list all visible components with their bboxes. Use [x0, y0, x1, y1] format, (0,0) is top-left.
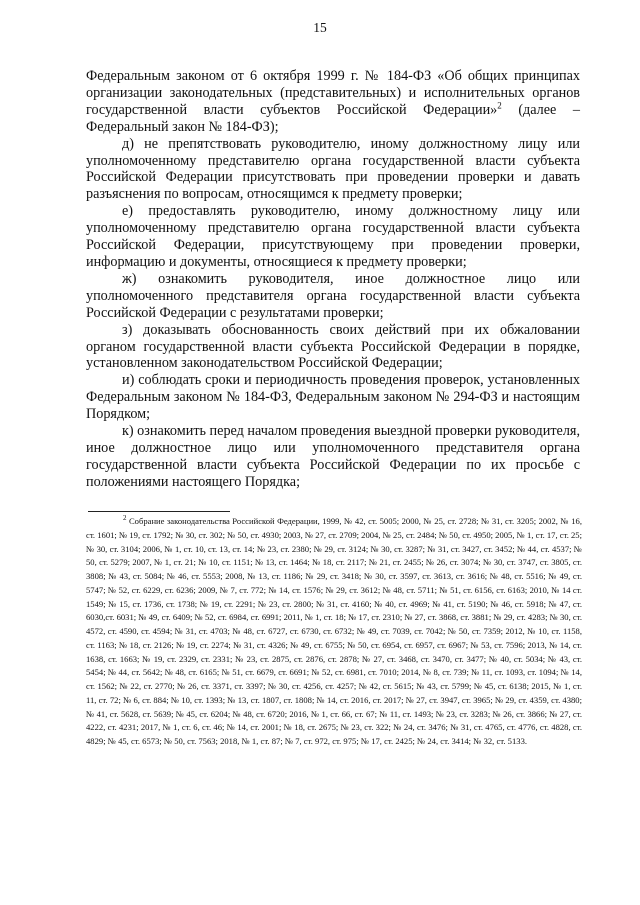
paragraph-item-e: е) предоставлять руководителю, иному должностному лицу или уполномоченному представителю органа государственной власти субъекта Российской Федерации, присутствующему при проведении проверки, информацию и документы, относящиеся к предмету проверки;	[86, 203, 580, 270]
page-number: 15	[313, 20, 327, 35]
paragraph-item-zh: ж) ознакомить руководителя, иное должностное лицо или уполномоченного представителя органа государственной власти субъекта Российской Федерации с результатами проверки;	[86, 270, 580, 321]
footnote	[86, 515, 582, 749]
body-text	[86, 68, 580, 491]
paragraph-item-z: з) доказывать обоснованность своих действий при их обжаловании органом государственной власти субъекта Российской Федерации в порядке, установленном законодательством Российской Федерации;	[86, 321, 580, 372]
footnote-text: Собрание законодательства Российской Федерации, 1999, № 42, ст. 5005; 2000, № 25, ст. 2728; № 31, ст. 3205; 2002, № 16, ст. 1601; № 19, ст. 1792; № 30, ст. 302; № 50, ст. 4930; 2003, № 27, ст. 2709; 2004, № 25, ст. 2484; № 50, ст. 4950; 2005, № 1, ст. 17, ст. 25; № 30, ст. 3104; 2006, № 1, ст. 10, ст. 13, ст. 14; № 23, ст. 2380; № 29, ст. 3124; № 30, ст. 3287; № 31, ст. 3427, ст. 3452; № 44, ст. 4537; № 50, ст. 5279; 2007, № 1, ст. 21; № 10, ст. 1151; № 13, ст. 1464; № 18, ст. 2117; № 21, ст. 2455; № 26, ст. 3074; № 30, ст. 3747, ст. 3805, ст. 3808; № 43, ст. 5084; № 46, ст. 5553; 2008, № 13, ст. 1186; № 29, ст. 3418; № 30, ст. 3597, ст. 3613, ст. 3616; № 48, ст. 5516; № 49, ст. 5747; № 52, ст. 6229, ст. 6236; 2009, № 7, ст. 772; № 14, ст. 1576; № 29, ст. 3612; № 48, ст. 5711; № 51, ст. 6156, ст. 6163; 2010, № 14 ст. 1549; № 15, ст. 1736, ст. 1738; № 19, ст. 2291; № 23, ст. 2800; № 31, ст. 4160; № 40, ст. 4969; № 41, ст. 5190; № 46, ст. 5918; № 47, ст. 6030,ст. 6031; № 49, ст. 6409; № 52, ст. 6984, ст. 6991; 2011, № 1, ст. 18; № 17, ст. 2310; № 27, ст. 3868, ст. 3881; № 29, ст. 4283; № 30, ст. 4572, ст. 4590, ст. 4594; № 31, ст. 4703; № 48, ст. 6727, ст. 6730, ст. 6732; № 49, ст. 7039, ст. 7042; № 50, ст. 7359; 2012, № 10, ст. 1158, ст. 1163; № 18, ст. 2126; № 19, ст. 2274; № 31, ст. 4326; № 49, ст. 6755; № 50, ст. 6954, ст. 6957, ст. 6967; № 53, ст. 7596; 2013, № 14, ст. 1638, ст. 1663; № 19, ст. 2329, ст. 2331; № 23, ст. 2875, ст. 2876, ст. 2878; № 27, ст. 3468, ст. 3470, ст. 3477; № 40, ст. 5034; № 43, ст. 5454; № 44, ст. 5642; № 48, ст. 6165; № 51, ст. 6679, ст. 6691; № 52, ст. 6981, ст. 7010; 2014, № 8, ст. 739; № 11, ст. 1093, ст. 1094; № 14, ст. 1562; № 22, ст. 2770; № 26, ст. 3371, ст. 3397; № 30, ст. 4256, ст. 4257; № 42, ст. 5615; № 43, ст. 5799; № 45, ст. 6138; 2015, № 1, ст. 11, ст. 72; № 6, ст. 884; № 10, ст. 1393; № 13, ст. 1807, ст. 1808; № 14, ст. 2016, ст. 2017; № 27, ст. 3947, ст. 3965; № 29, ст. 4359, ст. 4380; № 41, ст. 5628, ст. 5639; № 45, ст. 6204; № 48, ст. 6720; 2016, № 1, ст. 66, ст. 67; № 11, ст. 1493; № 23, ст. 3283; № 26, ст. 3866; № 27, ст. 4222, ст. 4231; 2017, № 1, ст. 6, ст. 46; № 14, ст. 2001; № 18, ст. 2675; № 23, ст. 322; № 24, ст. 3476; № 31, ст. 4765, ст. 4776, ст. 4828, ст. 4829; № 45, ст. 6573; № 50, ст. 7563; 2018, № 1, ст. 87; № 7, ст. 972, ст. 975; № 17, ст. 2425; № 24, ст. 3414; № 32, ст. 5133.	[86, 516, 582, 746]
footnote-divider	[88, 511, 230, 512]
paragraph-text: (далее – Федеральный закон № 184-ФЗ);	[86, 101, 580, 135]
footnote-marker: 2	[123, 514, 127, 523]
paragraph-item-d: д) не препятствовать руководителю, иному должностному лицу или уполномоченному представителю органа государственной власти субъекта Российской Федерации присутствовать при проведении проверки и давать разъяснения по вопросам, относящимся к предмету проверки;	[86, 135, 580, 203]
footnote-reference[interactable]: 2	[497, 100, 502, 111]
paragraph-intro	[86, 68, 580, 136]
paragraph-text: Федеральным законом от 6 октября 1999 г. № 184-ФЗ «Об общих принципах организации законодательных (представительных) и исполнительных органов государственной власти субъектов Российской Федерации»	[86, 68, 580, 118]
paragraph-item-i: и) соблюдать сроки и периодичность проведения проверок, установленных Федеральным законом № 184-ФЗ, Федеральным законом № 294-ФЗ и настоящим Порядком;	[86, 372, 580, 423]
paragraph-item-k: к) ознакомить перед началом проведения выездной проверки руководителя, иное должностное лицо или уполномоченного представителя органа государственной власти субъекта Российской Федерации по их просьбе с положениями настоящего Порядка;	[86, 423, 580, 490]
